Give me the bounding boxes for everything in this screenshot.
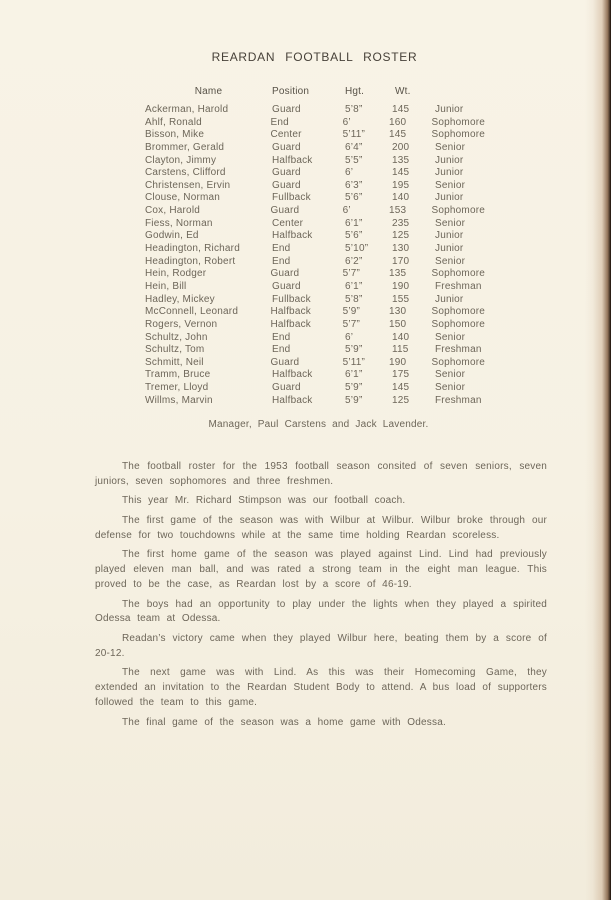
player-weight: 130	[392, 243, 410, 255]
player-name: Fiess, Norman	[145, 217, 213, 229]
player-name: Godwin, Ed	[145, 230, 199, 242]
player-position: End	[272, 243, 291, 255]
player-weight: 155	[392, 293, 410, 305]
player-weight: 153	[389, 205, 407, 217]
player-position: Center	[272, 217, 304, 229]
player-name: Brommer, Gerald	[145, 141, 225, 153]
essay-paragraph: The final game of the season was a home game with Odessa.	[122, 716, 446, 728]
column-header-weight: Wt.	[395, 86, 411, 97]
roster-header-row	[145, 86, 485, 97]
essay-paragraph: The first home game of the season was played against Lind. Lind had previously played eleven man ball, and was rated a strong team in the eight man league. This proved to be the case, as Reardan lost by a score of 46-19.	[95, 549, 547, 590]
roster-row	[145, 192, 485, 205]
essay-paragraph: The next game was with Lind. As this was their Homecoming Game, they extended an invitation to the Reardan Student Body to attend. A bus load of supporters followed the team to this game.	[95, 667, 547, 708]
roster-row	[145, 332, 485, 345]
essay-paragraph: The boys had an opportunity to play under the lights when they played a spirited Odessa team at Odessa.	[95, 598, 547, 625]
player-name: Christensen, Ervin	[145, 179, 231, 191]
roster-table-body	[145, 104, 485, 407]
player-name: Clouse, Norman	[145, 192, 221, 204]
player-position: Guard	[272, 382, 301, 394]
player-height: 5’6”	[345, 230, 363, 242]
player-class: Junior	[435, 167, 464, 179]
roster-row	[145, 142, 485, 155]
player-class: Junior	[435, 104, 464, 115]
player-name: Headington, Robert	[145, 255, 236, 267]
player-weight: 115	[392, 344, 409, 356]
player-height: 5’5”	[345, 154, 363, 166]
player-weight: 145	[392, 167, 410, 179]
roster-row	[145, 256, 485, 269]
player-position: Halfback	[270, 306, 311, 318]
player-position: End	[272, 331, 291, 343]
player-class: Sophomore	[431, 116, 486, 128]
player-class: Senior	[435, 217, 466, 229]
player-height: 6’1”	[345, 280, 363, 292]
player-name: Hein, Bill	[145, 280, 187, 292]
player-name: Willms, Marvin	[145, 394, 213, 406]
player-class: Sophomore	[431, 356, 486, 368]
player-height: 6’1”	[345, 369, 363, 381]
player-weight: 235	[392, 217, 410, 229]
roster-row	[145, 230, 485, 243]
player-height: 6’	[345, 167, 354, 179]
player-weight: 135	[392, 154, 410, 166]
player-weight: 135	[389, 268, 407, 280]
player-weight: 145	[392, 104, 410, 115]
player-class: Senior	[435, 331, 466, 343]
roster-table	[145, 86, 485, 407]
player-position: Halfback	[272, 230, 313, 242]
column-header-class	[438, 86, 485, 97]
player-name: Schultz, Tom	[145, 344, 205, 356]
player-name: Hadley, Mickey	[145, 293, 215, 305]
player-height: 6’2”	[345, 255, 363, 267]
roster-row	[145, 281, 485, 294]
player-name: Tremer, Lloyd	[145, 382, 209, 394]
player-class: Sophomore	[431, 129, 486, 141]
player-position: Center	[270, 129, 302, 141]
page-edge-shadow	[585, 0, 611, 900]
column-header-height: Hgt.	[345, 86, 365, 97]
player-position: Halfback	[272, 394, 313, 406]
player-name: Rogers, Vernon	[145, 318, 218, 330]
roster-row	[145, 180, 485, 193]
roster-row	[145, 369, 485, 382]
player-height: 5’7”	[342, 268, 361, 280]
player-class: Sophomore	[431, 306, 486, 318]
player-weight: 145	[392, 382, 410, 394]
player-height: 5’9”	[345, 394, 363, 406]
player-weight: 175	[392, 369, 410, 381]
player-class: Freshman	[435, 344, 482, 356]
player-name: Headington, Richard	[145, 243, 240, 255]
player-height: 5’8”	[345, 104, 363, 115]
player-height: 6’	[345, 331, 354, 343]
roster-row	[145, 344, 485, 357]
player-name: Ackerman, Harold	[145, 104, 229, 115]
player-name: Cox, Harold	[145, 205, 200, 217]
player-height: 5’11”	[342, 356, 366, 368]
player-class: Sophomore	[431, 205, 486, 217]
player-height: 6’	[342, 205, 351, 217]
roster-row	[145, 268, 485, 281]
player-weight: 190	[389, 356, 407, 368]
player-weight: 195	[392, 179, 410, 191]
player-position: End	[270, 116, 289, 128]
player-position: Halfback	[272, 154, 313, 166]
player-name: Schmitt, Neil	[145, 356, 204, 368]
player-name: Clayton, Jimmy	[145, 154, 217, 166]
essay-paragraph: This year Mr. Richard Stimpson was our football coach.	[122, 495, 406, 507]
player-class: Senior	[435, 255, 466, 267]
player-height: 5’10”	[345, 243, 369, 255]
player-height: 5’6”	[345, 192, 363, 204]
roster-row	[145, 319, 485, 332]
player-name: Ahlf, Ronald	[145, 116, 202, 128]
roster-row	[145, 382, 485, 395]
roster-row	[145, 294, 485, 307]
roster-row	[145, 395, 485, 408]
roster-row	[145, 357, 485, 370]
player-class: Junior	[435, 154, 464, 166]
player-weight: 190	[392, 280, 410, 292]
player-weight: 125	[392, 394, 410, 406]
essay-paragraph: The football roster for the 1953 football season consited of seven seniors, seven juniors, seven sophomores and three freshmen.	[95, 461, 547, 487]
essay-paragraph: The first game of the season was with Wilbur at Wilbur. Wilbur broke through our defense for two touchdowns while at the same time holding Reardan scoreless.	[95, 514, 547, 541]
player-position: Guard	[272, 280, 301, 292]
player-height: 5’8”	[345, 293, 363, 305]
player-class: Senior	[435, 141, 466, 153]
roster-row	[145, 205, 485, 218]
player-name: Hein, Rodger	[145, 268, 207, 280]
player-height: 6’3”	[345, 179, 363, 191]
player-class: Sophomore	[431, 318, 486, 330]
player-position: End	[272, 344, 291, 356]
player-height: 5’9”	[345, 382, 363, 394]
roster-row	[145, 129, 485, 142]
player-class: Freshman	[435, 280, 482, 292]
player-name: McConnell, Leonard	[145, 306, 239, 318]
player-weight: 160	[389, 116, 407, 128]
player-position: Halfback	[272, 369, 313, 381]
roster-row	[145, 243, 485, 256]
roster-row	[145, 117, 485, 130]
player-class: Junior	[435, 243, 464, 255]
essay-paragraph: Readan’s victory came when they played Wilbur here, beating them by a score of 20-12.	[95, 632, 547, 659]
player-height: 5’9”	[342, 306, 361, 318]
roster-row	[145, 306, 485, 319]
player-weight: 140	[392, 192, 410, 204]
player-position: Guard	[272, 179, 301, 191]
roster-row	[145, 155, 485, 168]
player-position: Fullback	[272, 192, 311, 204]
player-position: Guard	[270, 205, 300, 217]
player-class: Senior	[435, 382, 466, 394]
manager-note: Manager, Paul Carstens and Jack Lavender.	[208, 419, 429, 430]
player-position: Fullback	[272, 293, 311, 305]
player-height: 6’	[342, 116, 351, 128]
player-weight: 140	[392, 331, 410, 343]
player-position: Guard	[272, 104, 301, 115]
player-class: Sophomore	[431, 268, 486, 280]
player-name: Tramm, Bruce	[145, 369, 211, 381]
player-position: End	[272, 255, 291, 267]
roster-row	[145, 167, 485, 180]
column-header-position: Position	[272, 86, 310, 97]
player-height: 5’9”	[345, 344, 363, 356]
player-class: Senior	[435, 369, 466, 381]
player-position: Guard	[270, 356, 300, 368]
player-class: Freshman	[435, 394, 482, 406]
player-height: 6’4”	[345, 141, 363, 153]
player-weight: 145	[389, 129, 407, 141]
player-position: Halfback	[270, 318, 311, 330]
player-position: Guard	[272, 141, 301, 153]
player-height: 5’7”	[342, 318, 361, 330]
player-weight: 200	[392, 141, 410, 153]
roster-row	[145, 104, 485, 117]
player-name: Carstens, Clifford	[145, 167, 226, 179]
player-class: Senior	[435, 179, 466, 191]
player-name: Schultz, John	[145, 331, 208, 343]
page-title: REARDAN FOOTBALL ROSTER	[211, 50, 418, 64]
player-class: Junior	[435, 192, 464, 204]
player-weight: 125	[392, 230, 410, 242]
player-class: Junior	[435, 293, 464, 305]
player-height: 5’11”	[342, 129, 366, 141]
player-position: Guard	[270, 268, 300, 280]
player-weight: 150	[389, 318, 407, 330]
column-header-name: Name	[194, 86, 223, 97]
player-weight: 170	[392, 255, 410, 267]
player-position: Guard	[272, 167, 301, 179]
player-class: Junior	[435, 230, 464, 242]
player-name: Bisson, Mike	[145, 129, 205, 141]
player-height: 6’1”	[345, 217, 363, 229]
player-weight: 130	[389, 306, 407, 318]
roster-row	[145, 218, 485, 231]
season-summary	[95, 460, 547, 735]
